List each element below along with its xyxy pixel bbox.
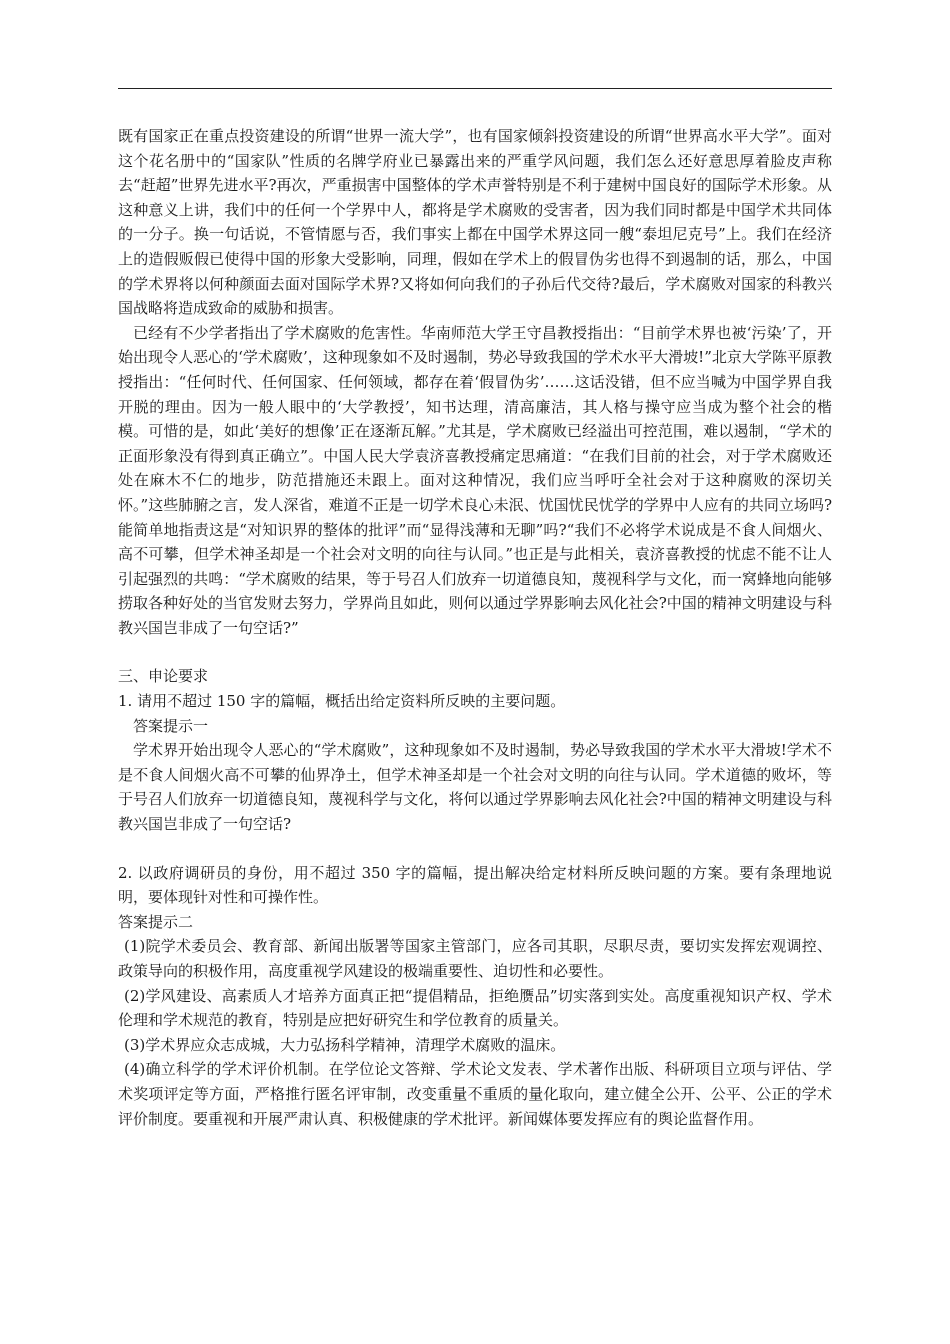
solution-item-1: (1)院学术委员会、教育部、新闻出版署等国家主管部门，应各司其职，尽职尽责，要切实发挥宏观调控、政策导向的积极作用，高度重视学风建设的极端重要性、迫切性和必要性。 (118, 937, 832, 980)
header-rule (118, 88, 832, 89)
spacer (118, 837, 832, 861)
solution-item-3: (3)学术界应众志成城，大力弘扬科学精神，清理学术腐败的温床。 (124, 1035, 566, 1054)
paragraph-1: 既有国家正在重点投资建设的所谓“世界一流大学”，也有国家倾斜投资建设的所谓“世界高水平大学”。面对这个花名册中的“国家队”性质的名牌学府业已暴露出来的严重学风问题，我们怎么还好意思厚着脸皮声称去“赶超”世界先进水平?再次，严重损害中国整体的学术声誉特别是不利于建树中国良好的国际学术形象。从这种意义上讲，我们中的任何一个学界中人，都将是学术腐败的受害者，因为我们同时都是中国学术共同体的一分子。换一句话说，不管情愿与否，我们事实上都在中国学术界这同一艘“泰坦尼克号”上。我们在经济上的造假贩假已使得中国的形象大受影响，同理，假如在学术上的假冒伪劣也得不到遏制的话，那么，中国的学术界将以何种颜面去面对国际学术界?又将如何向我们的子孙后代交待?最后，学术腐败对国家的科教兴国战略将造成致命的威胁和损害。 (118, 127, 832, 318)
question-1: 1. 请用不超过 150 字的篇幅，概括出给定资料所反映的主要问题。 (118, 692, 566, 711)
document-body (118, 124, 832, 1131)
hint-2-label: 答案提示二 (118, 912, 194, 931)
solution-item-4: (4)确立科学的学术评价机制。在学位论文答辩、学术论文发表、学术著作出版、科研项目立项与评估、学术奖项评定等方面，严格推行匿名评审制，改变重量不重质的量化取向，建立健全公开、公平、公正的学术评价制度。要重视和开展严肃认真、积极健康的学术批评。新闻媒体要发挥应有的舆论监督作用。 (118, 1060, 832, 1128)
hint-1-label: 答案提示一 (133, 716, 209, 735)
spacer (118, 640, 832, 664)
paragraph-2: 已经有不少学者指出了学术腐败的危害性。华南师范大学王守昌教授指出：“目前学术界也被‘污染’了，开始出现令人恶心的‘学术腐败’，这种现象如不及时遏制，势必导致我国的学术水平大滑坡!”北京大学陈平原教授指出：“任何时代、任何国家、任何领域，都存在着‘假冒伪劣’……这话没错，但不应当喊为中国学界自我开脱的理由。因为一般人眼中的‘大学教授’，知书达理，清高廉洁，其人格与操守应当成为整个社会的楷模。可惜的是，如此‘美好的想像’正在逐渐瓦解。”尤其是，学术腐败已经溢出可控范围，难以遏制，“学术的正面形象没有得到真正确立”。中国人民大学袁济喜教授痛定思痛道：“在我们目前的社会，对于学术腐败还处在麻木不仁的地步，防范措施还未跟上。面对这种情况，我们应当呼吁全社会对于这种腐败的深切关怀。”这些肺腑之言，发人深省，难道不正是一切学术良心未泯、忧国忧民忧学的学界中人应有的共同立场吗?能简单地指责这是“对知识界的整体的批评”而“显得浅薄和无聊”吗?“我们不必将学术说成是不食人间烟火、高不可攀，但学术神圣却是一个社会对文明的向往与认同。”也正是与此相关，袁济喜教授的忧虑不能不让人引起强烈的共鸣：“学术腐败的结果，等于号召人们放弃一切道德良知，蔑视科学与文化，而一窝蜂地向能够捞取各种好处的当官发财去努力，学界尚且如此，则何以通过学界影响去风化社会?中国的精神文明建设与科教兴国岂非成了一句空话?” (118, 323, 832, 637)
section-heading: 三、申论要求 (118, 667, 209, 686)
question-2: 2. 以政府调研员的身份，用不超过 350 字的篇幅，提出解决给定材料所反映问题的方案。要有条理地说明，要体现针对性和可操作性。 (118, 863, 832, 907)
hint-1-text: 学术界开始出现令人恶心的“学术腐败”，这种现象如不及时遏制，势必导致我国的学术水平大滑坡!学术不是不食人间烟火高不可攀的仙界净土，但学术神圣却是一个社会对文明的向往与认同。学术道德的败坏，等于号召人们放弃一切道德良知，蔑视科学与文化，将何以通过学界影响去风化社会?中国的精神文明建设与科教兴国岂非成了一句空话? (118, 741, 832, 834)
solution-item-2: (2)学风建设、高素质人才培养方面真正把“提倡精品，拒绝赝品”切实落到实处。高度重视知识产权、学术伦理和学术规范的教育，特别是应把好研究生和学位教育的质量关。 (118, 986, 832, 1030)
